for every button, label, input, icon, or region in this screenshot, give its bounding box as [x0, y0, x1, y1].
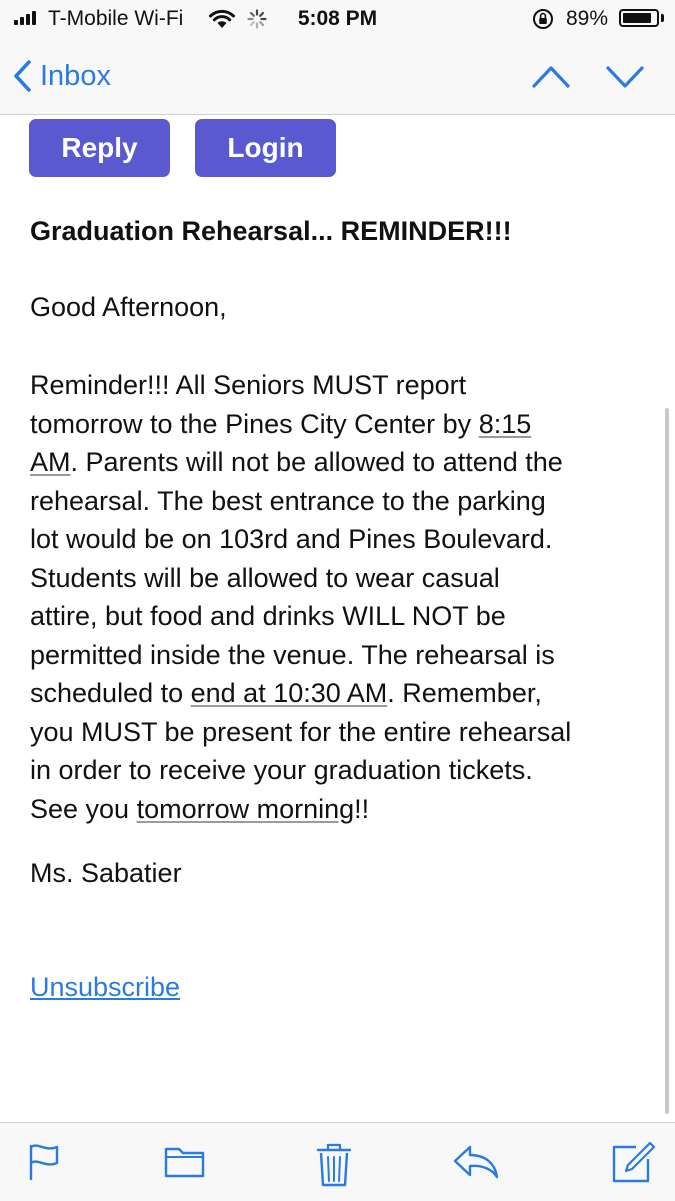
chevron-up-icon[interactable]	[530, 58, 572, 94]
body-text-segment: scheduled to	[30, 678, 191, 708]
body-text-segment: Reminder!!! All Seniors MUST report	[30, 370, 467, 400]
body-line	[30, 443, 650, 482]
email-body	[30, 366, 650, 828]
body-text-segment: Students will be allowed to wear casual	[30, 562, 500, 593]
detected-date-link[interactable]: 8:15	[478, 408, 532, 439]
battery-nub	[661, 14, 664, 22]
back-chevron-icon	[12, 59, 32, 93]
body-line	[30, 405, 650, 444]
trash-icon[interactable]	[314, 1141, 354, 1187]
body-line	[30, 674, 650, 713]
body-text-segment: rehearsal. The best entrance to the parking	[30, 485, 546, 516]
bottom-toolbar	[0, 1122, 675, 1201]
body-text-segment: . Parents will not be allowed to attend the	[70, 447, 563, 477]
back-button[interactable]	[12, 56, 111, 96]
body-line	[30, 366, 650, 405]
detected-date-link[interactable]: tomorrow morning	[136, 793, 355, 824]
body-line	[30, 559, 650, 598]
detected-date-link[interactable]: AM	[30, 447, 71, 477]
unsubscribe-link[interactable]: Unsubscribe	[30, 972, 181, 1002]
carrier-label: T-Mobile Wi-Fi	[48, 7, 184, 30]
body-line	[30, 482, 650, 521]
email-signature: Ms. Sabatier	[30, 858, 182, 888]
body-line	[30, 597, 650, 636]
body-text-segment: in order to receive your graduation tickets.	[30, 755, 533, 785]
chevron-down-icon[interactable]	[604, 58, 646, 94]
email-subject: Graduation Rehearsal... REMINDER!!!	[30, 216, 512, 246]
detected-date-link[interactable]: end at 10:30 AM	[190, 678, 388, 708]
flag-icon[interactable]	[26, 1141, 62, 1181]
body-line	[30, 751, 650, 790]
status-bar	[0, 0, 675, 40]
body-text-segment: you MUST be present for the entire rehearsal	[30, 716, 572, 747]
body-text-segment: lot would be on 103rd and Pines Boulevard.	[30, 524, 553, 554]
compose-icon[interactable]	[610, 1141, 656, 1185]
body-line	[30, 790, 650, 829]
body-text-segment: See you	[30, 793, 137, 824]
email-greeting: Good Afternoon,	[30, 292, 227, 322]
lock-icon	[532, 8, 554, 30]
status-time: 5:08 PM	[297, 7, 378, 30]
body-text-segment: permitted inside the venue. The rehearsal is	[30, 639, 555, 670]
body-text-segment: !!	[354, 793, 370, 824]
back-label: Inbox	[40, 59, 111, 92]
body-line	[30, 713, 650, 752]
battery-icon	[619, 9, 659, 27]
body-line	[30, 520, 650, 559]
login-button[interactable]: Login	[195, 119, 336, 177]
scrollbar[interactable]	[665, 408, 669, 1114]
nav-bar	[0, 40, 675, 115]
reply-icon[interactable]	[452, 1141, 500, 1181]
battery-percent: 89%	[566, 7, 609, 30]
body-text-segment: . Remember,	[387, 678, 542, 708]
folder-icon[interactable]	[163, 1141, 207, 1181]
reply-button[interactable]: Reply	[29, 119, 170, 177]
body-text-segment: tomorrow to the Pines City Center by	[30, 408, 479, 439]
body-text-segment: attire, but food and drinks WILL NOT be	[30, 601, 506, 631]
body-line	[30, 636, 650, 675]
